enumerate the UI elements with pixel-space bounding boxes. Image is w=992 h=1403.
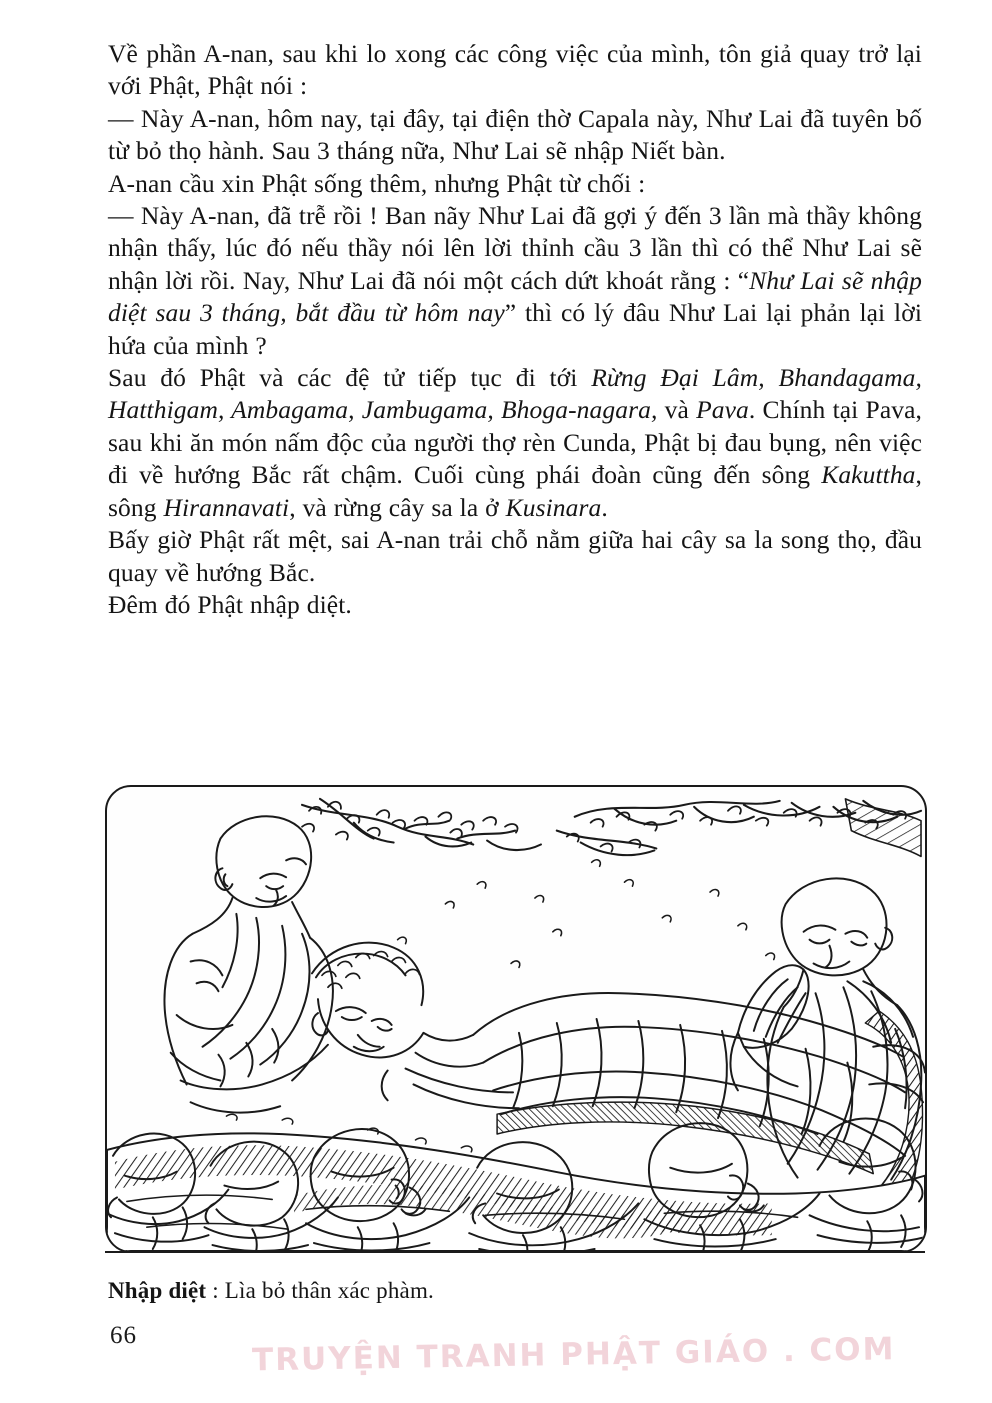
text-run: . Chính tại Pava, sau khi ăn món nấm độc của người thợ rèn Cunda, Phật bị đau bụng, nên việc đi về hướng Bắc rất chậm. Cuối cùng phái đoàn cũng đến sông (108, 395, 922, 490)
caption-term: Nhập diệt (108, 1278, 207, 1303)
body-text-block (108, 38, 922, 621)
italic-run: Kakuttha (821, 460, 916, 490)
text-run: A-nan cầu xin Phật sống thêm, nhưng Phật từ chối : (108, 168, 646, 198)
paragraph (108, 200, 922, 362)
site-watermark: TRUYỆN TRANH PHẬT GIÁO . COM (251, 1331, 896, 1379)
paragraph (108, 168, 922, 200)
caption-separator: : (206, 1278, 225, 1303)
paragraph (108, 103, 922, 168)
text-run: và (657, 395, 697, 425)
text-run: ” thì có lý đâu Như Lai lại phản lại lời hứa của mình ? (108, 298, 923, 360)
text-run: — Này A-nan, hôm nay, tại đây, tại điện thờ Capala này, Như Lai đã tuyên bố từ bỏ thọ hành. Sau 3 tháng nữa, Như Lai sẽ nhập Niết bàn. (108, 103, 922, 166)
text-run: . (601, 492, 608, 522)
text-run: Đêm đó Phật nhập diệt. (108, 589, 352, 619)
italic-run: Như Lai sẽ nhập diệt sau 3 tháng, bắt đầu từ hôm nay (108, 265, 923, 328)
parinirvana-drawing (107, 787, 925, 1251)
illustration-figure (105, 785, 927, 1253)
caption-definition: Lìa bỏ thân xác phàm. (224, 1278, 435, 1303)
text-run: Bấy giờ Phật rất mệt, sai A-nan trải chỗ nằm giữa hai cây sa la song thọ, đầu quay về hướng Bắc. (108, 525, 922, 587)
italic-run: Hirannavati (163, 492, 290, 522)
paragraph (108, 524, 922, 589)
italic-run: Pava (696, 395, 749, 425)
text-run: , sông (108, 460, 922, 522)
paragraph (108, 38, 922, 103)
illustration-frame (105, 785, 927, 1253)
paragraph (108, 589, 922, 621)
text-run: Về phần A-nan, sau khi lo xong các công việc của mình, tôn giả quay trở lại với Phật, Phật nói : (108, 39, 922, 101)
italic-run: Kusinara (505, 492, 602, 522)
page-number: 66 (110, 1322, 137, 1349)
figure-rule (105, 1251, 925, 1253)
figure-caption (108, 1277, 434, 1305)
text-run: , và rừng cây sa la ở (289, 492, 506, 522)
text-run: — Này A-nan, đã trễ rồi ! Ban nãy Như Lai đã gợi ý đến 3 lần mà thầy không nhận thấy, lúc đó nếu thầy nói lên lời thỉnh cầu 3 lần thì có thể Như Lai sẽ nhận lời rồi. Nay, Như Lai đã nói một cách dứt khoát rằng : “ (108, 201, 922, 295)
text-run: Sau đó Phật và các đệ tử tiếp tục đi tới (108, 363, 592, 393)
paragraph (108, 362, 922, 524)
italic-run: Rừng Đại Lâm, Bhandagama, Hatthigam, Ambagama, Jambugama, Bhoga-nagara, (108, 363, 922, 425)
